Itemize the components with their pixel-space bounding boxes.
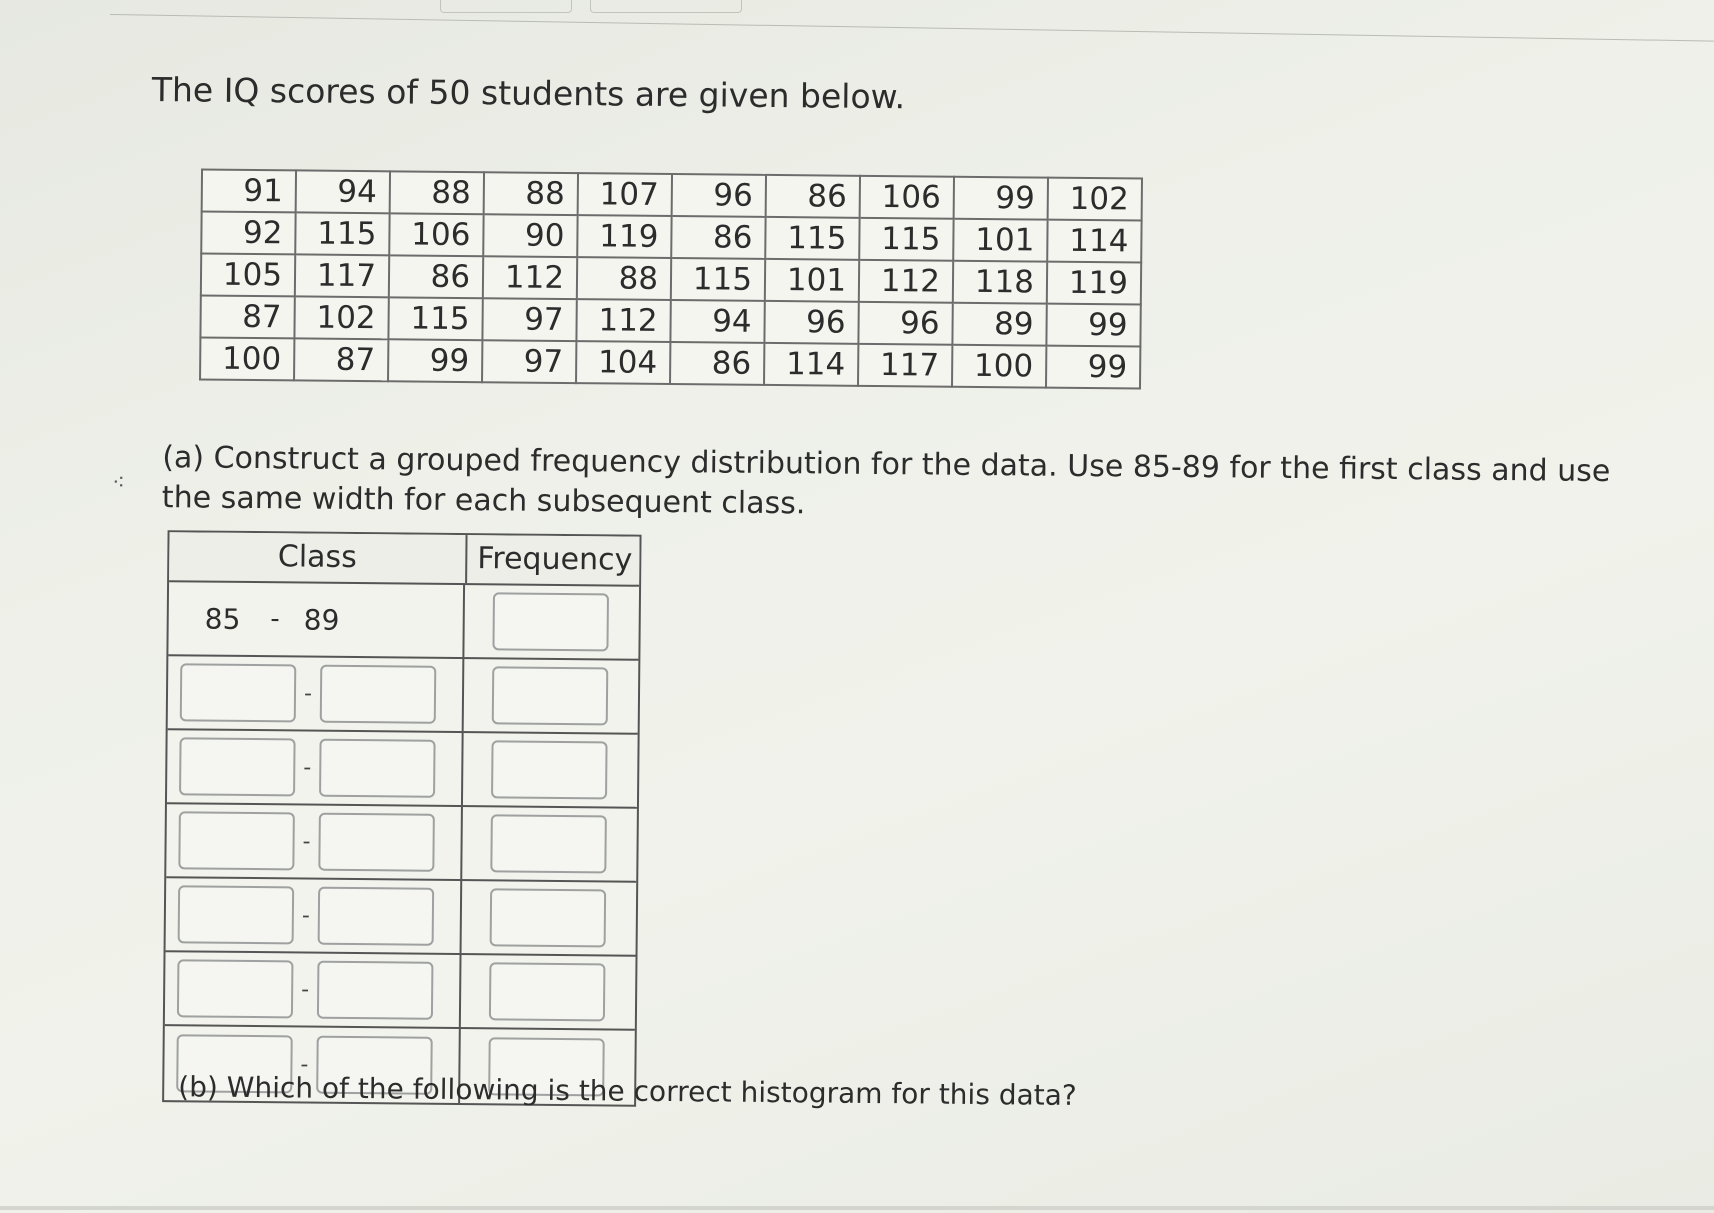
- score-cell: 96: [858, 302, 952, 345]
- frequency-input[interactable]: [491, 740, 608, 799]
- class-separator: -: [300, 1051, 309, 1078]
- score-cell: 88: [484, 172, 578, 215]
- score-cell: 86: [766, 175, 860, 218]
- score-cell: 97: [482, 298, 576, 341]
- frequency-distribution-table: [162, 530, 641, 1107]
- class-separator: -: [303, 755, 312, 781]
- drag-handle-icon: ⁖: [111, 470, 126, 496]
- score-cell: 87: [294, 338, 388, 381]
- class-row-1: [168, 582, 639, 661]
- intro-text: The IQ scores of 50 students are given below.: [151, 70, 906, 117]
- score-cell: 87: [200, 295, 294, 338]
- score-cell: 101: [953, 219, 1047, 262]
- class-row-2: [168, 656, 639, 735]
- top-tab-left: [440, 0, 572, 13]
- score-cell: 96: [672, 174, 766, 217]
- score-cell: 112: [483, 256, 577, 299]
- score-cell: 86: [670, 342, 764, 385]
- score-cell: 106: [860, 176, 954, 219]
- score-cell: 91: [202, 170, 296, 213]
- score-cell: 115: [295, 212, 389, 255]
- score-cell: 115: [765, 217, 859, 260]
- score-cell: 97: [482, 340, 576, 383]
- score-cell: 102: [294, 296, 388, 339]
- frequency-column-header: Frequency: [477, 541, 633, 578]
- part-a-instructions: (a) Construct a grouped frequency distribution for the data. Use 85-89 for the first class and use the same width for each subsequent class.: [161, 440, 1611, 522]
- top-tab-right: [590, 0, 742, 13]
- score-cell: 88: [390, 171, 484, 214]
- score-cell: 86: [671, 216, 765, 259]
- score-cell: 112: [576, 299, 670, 342]
- class-row-3: [167, 730, 638, 809]
- class-cell: [165, 952, 462, 1027]
- top-divider: [110, 14, 1714, 42]
- class-row-5: [166, 878, 637, 957]
- class-upper-input[interactable]: [320, 665, 437, 724]
- class-row-4: [166, 804, 637, 883]
- score-cell: 90: [483, 214, 577, 257]
- score-cell: 99: [1046, 346, 1140, 389]
- frequency-cell: [462, 881, 635, 955]
- score-cell: 119: [1047, 262, 1141, 305]
- class-upper-limit: 89: [303, 603, 340, 637]
- score-cell: 100: [200, 337, 294, 380]
- score-cell: 94: [670, 300, 764, 343]
- score-cell: 105: [201, 254, 295, 297]
- class-cell: [166, 878, 463, 953]
- class-upper-input[interactable]: [318, 887, 435, 946]
- class-lower-input[interactable]: [180, 663, 297, 722]
- score-cell: 86: [389, 255, 483, 298]
- score-cell: 118: [953, 261, 1047, 304]
- class-lower-input[interactable]: [177, 959, 294, 1018]
- class-upper-input[interactable]: [318, 813, 435, 872]
- frequency-cell: [462, 807, 635, 881]
- frequency-input[interactable]: [489, 962, 606, 1021]
- class-cell: [167, 730, 464, 805]
- score-cell: 117: [295, 254, 389, 297]
- frequency-input[interactable]: [490, 888, 607, 947]
- class-cell: [166, 804, 463, 879]
- score-row: [200, 337, 1140, 388]
- class-column-header: Class: [169, 532, 467, 583]
- class-lower-input[interactable]: [178, 885, 295, 944]
- score-cell: 106: [389, 213, 483, 256]
- class-lower-limit: 85: [204, 602, 241, 636]
- score-cell: 115: [671, 258, 765, 301]
- bottom-divider: [0, 1206, 1714, 1210]
- frequency-input[interactable]: [490, 814, 607, 873]
- class-separator: -: [302, 829, 311, 855]
- score-cell: 92: [201, 212, 295, 255]
- score-cell: 94: [296, 170, 390, 213]
- score-cell: 96: [764, 301, 858, 344]
- score-cell: 119: [577, 215, 671, 258]
- class-cell: [168, 656, 465, 731]
- score-cell: 107: [578, 173, 672, 216]
- score-cell: 115: [859, 218, 953, 261]
- score-cell: 102: [1048, 178, 1142, 221]
- score-cell: 99: [954, 177, 1048, 220]
- score-cell: 99: [1046, 304, 1140, 347]
- score-cell: 89: [952, 303, 1046, 346]
- score-cell: 104: [576, 341, 670, 384]
- score-cell: 99: [388, 339, 482, 382]
- class-upper-input[interactable]: [317, 961, 434, 1020]
- class-lower-input[interactable]: [179, 737, 296, 796]
- frequency-cell: [464, 585, 637, 659]
- class-separator: -: [303, 681, 313, 707]
- score-cell: 114: [1047, 220, 1141, 263]
- question-content: [111, 70, 1670, 1112]
- class-separator: -: [301, 902, 310, 929]
- score-cell: 117: [858, 344, 952, 387]
- frequency-cell: [461, 955, 634, 1029]
- frequency-cell: [464, 659, 637, 733]
- iq-scores-table: [199, 168, 1143, 389]
- frequency-cell: [463, 733, 636, 807]
- class-cell: [168, 582, 465, 657]
- class-lower-input[interactable]: [178, 811, 295, 870]
- part-b-question: (b) Which of the following is the correct histogram for this data?: [178, 1070, 1077, 1112]
- score-cell: 101: [765, 259, 859, 302]
- score-cell: 100: [952, 345, 1046, 388]
- frequency-input[interactable]: [492, 592, 609, 651]
- score-cell: 88: [577, 257, 671, 300]
- score-cell: 115: [388, 297, 482, 340]
- class-separator: -: [301, 976, 310, 1003]
- score-cell: 114: [764, 343, 858, 386]
- class-row-6: [165, 952, 636, 1031]
- frequency-table-header: [169, 532, 639, 587]
- class-upper-input[interactable]: [319, 739, 436, 798]
- score-cell: 112: [859, 260, 953, 303]
- frequency-input[interactable]: [492, 666, 609, 725]
- class-separator: -: [270, 604, 280, 635]
